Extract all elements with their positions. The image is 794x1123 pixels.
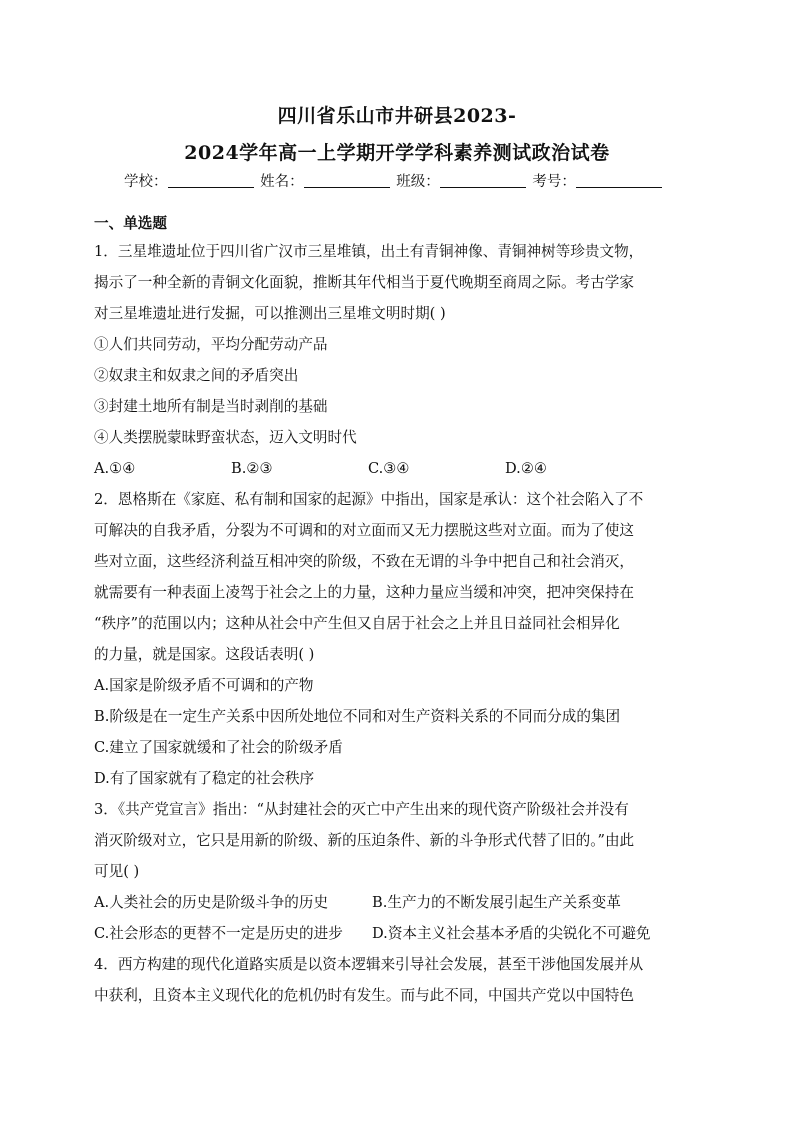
question-4-text: 4．西方构建的现代化道路实质是以资本逻辑来引导社会发展，甚至干涉他国发展并从 <box>94 956 644 973</box>
question-3 <box>94 794 704 949</box>
question-1-text: 对三星堆遗址进行发掘，可以推测出三星堆文明时期( ) <box>94 305 446 322</box>
question-4-text: 中获利，且资本主义现代化的危机仍时有发生。而与此不同，中国共产党以中国特色 <box>94 987 634 1004</box>
exam-number-label: 考号： <box>532 174 576 190</box>
option-a: A.人类社会的历史是阶级斗争的历史 <box>94 894 329 911</box>
question-2-text: 的力量，就是国家。这段话表明( ) <box>94 646 315 663</box>
option-a: A.国家是阶级矛盾不可调和的产物 <box>94 677 314 694</box>
option-c: C.③④ <box>368 460 410 477</box>
class-blank <box>440 173 526 188</box>
question-1-text: 1．三星堆遗址位于四川省广汉市三星堆镇，出土有青铜神像、青铜神树等珍贵文物， <box>94 243 644 260</box>
question-1-item: ④人类摆脱蒙昧野蛮状态，迈入文明时代 <box>94 429 357 446</box>
question-3-text: 消灭阶级对立，它只是用新的阶级、新的压迫条件、新的斗争形式代替了旧的。”由此 <box>94 832 635 849</box>
question-4 <box>94 949 704 1011</box>
option-c: C.社会形态的更替不一定是历史的进步 <box>94 925 343 942</box>
question-1-item: ②奴隶主和奴隶之间的矛盾突出 <box>94 367 299 384</box>
exam-content <box>94 213 704 1011</box>
question-2-text: 2．恩格斯在《家庭、私有制和国家的起源》中指出，国家是承认：这个社会陷入了不 <box>94 491 644 508</box>
question-2-text: 些对立面，这些经济利益互相冲突的阶级，不致在无谓的斗争中把自己和社会消灭， <box>94 553 634 570</box>
question-3-text: 3．《共产党宣言》指出：“从封建社会的灭亡中产生出来的现代资产阶级社会并没有 <box>94 801 629 818</box>
school-blank <box>168 173 254 188</box>
question-1-text: 揭示了一种全新的青铜文化面貌，推断其年代相当于夏代晚期至商周之际。考古学家 <box>94 274 634 291</box>
exam-title-line-1: 四川省乐山市井研县2023- <box>277 105 517 127</box>
option-d: D.有了国家就有了稳定的社会秩序 <box>94 770 315 787</box>
name-label: 姓名： <box>260 174 304 190</box>
question-2-text: 可解决的自我矛盾，分裂为不可调和的对立面而又无力摆脱这些对立面。而为了使这 <box>94 522 634 539</box>
question-2-text: 就需要有一种表面上凌驾于社会之上的力量，这种力量应当缓和冲突，把冲突保持在 <box>94 584 634 601</box>
option-b: B.阶级是在一定生产关系中因所处地位不同和对生产资料关系的不同而分成的集团 <box>94 708 621 725</box>
exam-number-blank <box>576 173 662 188</box>
class-label: 班级： <box>396 174 440 190</box>
question-1-options <box>94 453 704 484</box>
question-2-text: “秩序”的范围以内；这种从社会中产生但又自居于社会之上并且日益同社会相异化 <box>94 615 620 632</box>
student-info-row <box>124 170 684 191</box>
option-d: D.资本主义社会基本矛盾的尖锐化不可避免 <box>372 925 651 942</box>
option-a: A.①④ <box>94 460 136 477</box>
option-c: C.建立了国家就缓和了社会的阶级矛盾 <box>94 739 343 756</box>
question-3-options-row-1 <box>94 887 704 918</box>
name-blank <box>304 173 390 188</box>
question-1 <box>94 236 704 484</box>
section-title: 一、单选题 <box>94 215 167 232</box>
question-1-item: ③封建土地所有制是当时剥削的基础 <box>94 398 328 415</box>
school-label: 学校： <box>124 174 168 190</box>
exam-title-line-2: 2024学年高一上学期开学学科素养测试政治试卷 <box>184 142 610 164</box>
option-b: B.②③ <box>231 460 273 477</box>
question-3-text: 可见( ) <box>94 863 140 880</box>
question-2 <box>94 484 704 794</box>
question-3-options-row-2 <box>94 918 704 949</box>
option-d: D.②④ <box>505 460 547 477</box>
option-b: B.生产力的不断发展引起生产关系变革 <box>372 894 621 911</box>
question-1-item: ①人们共同劳动，平均分配劳动产品 <box>94 336 328 353</box>
